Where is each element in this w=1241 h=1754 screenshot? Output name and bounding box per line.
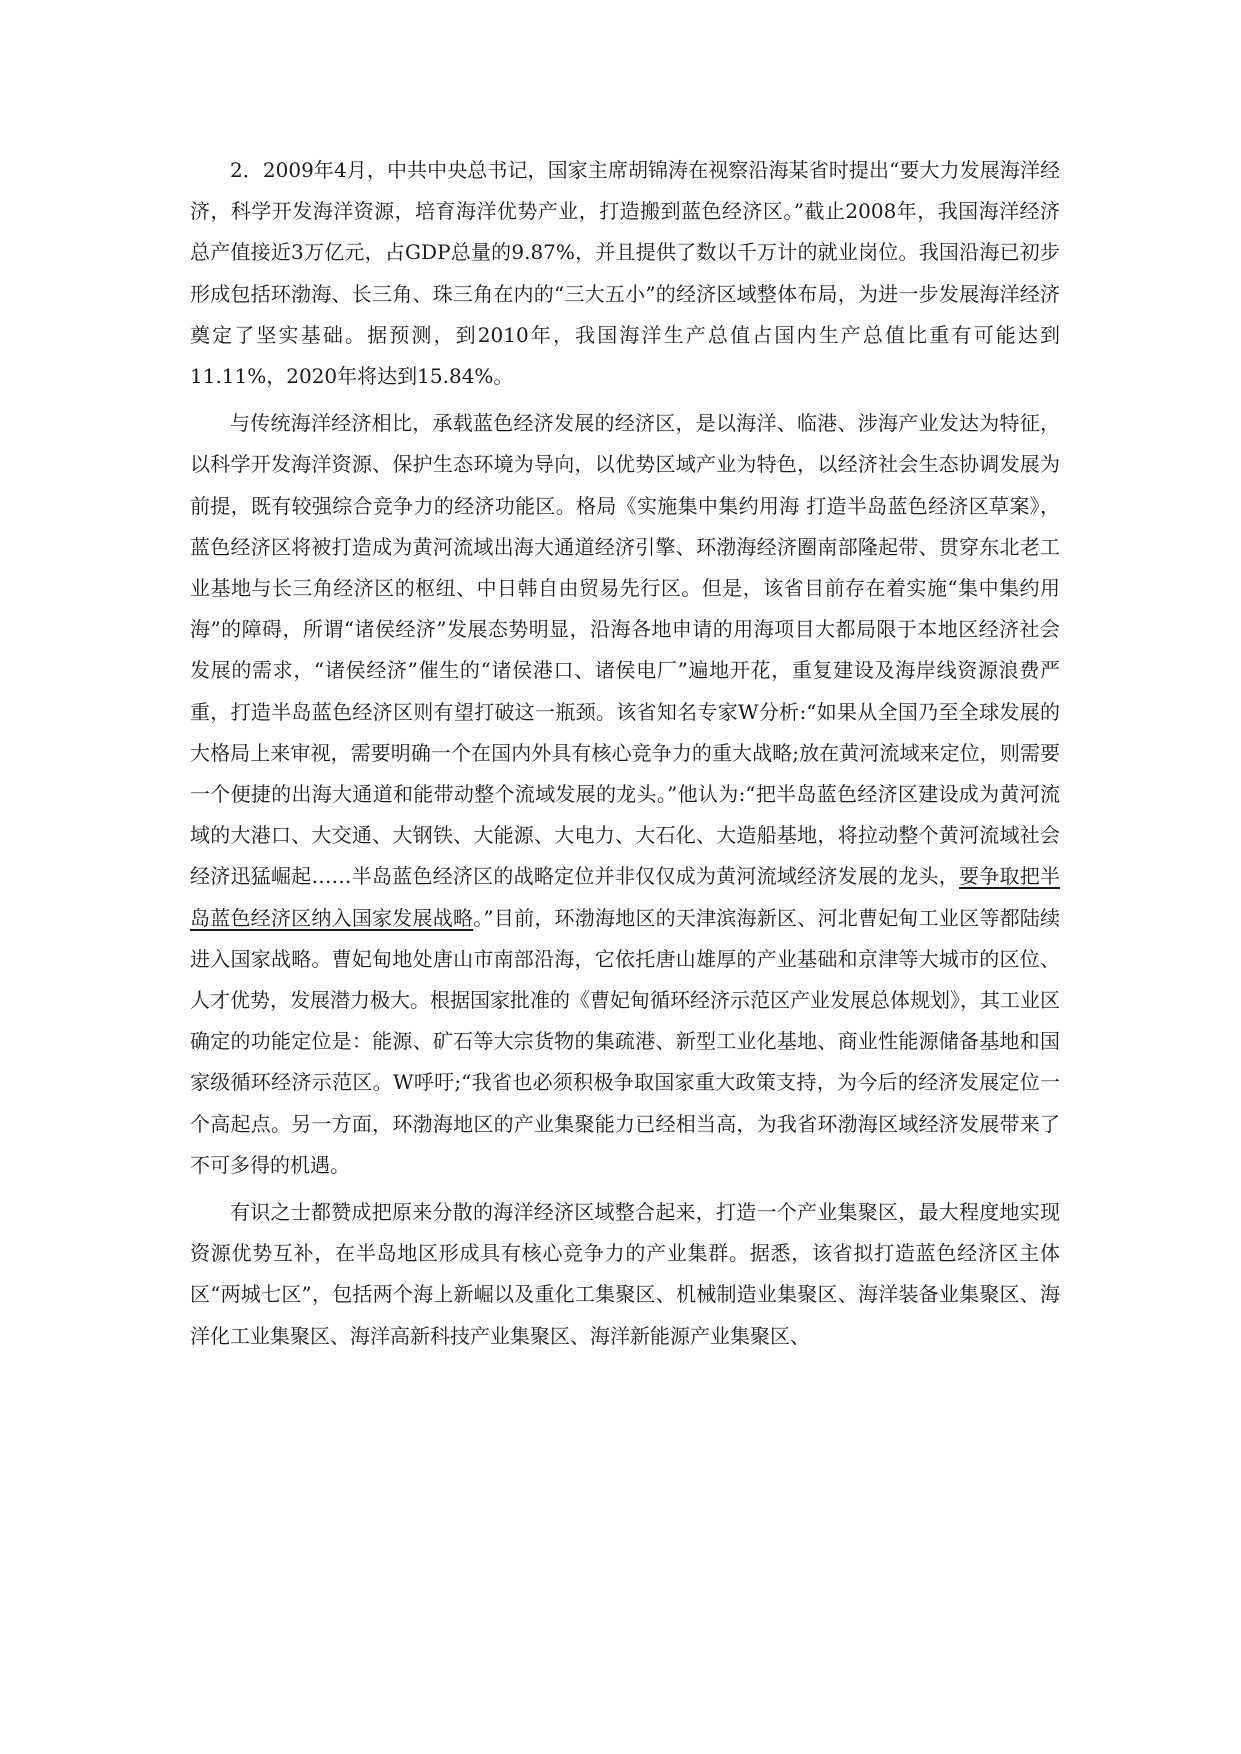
underlined-emphasis: 要争取把半岛蓝色经济区纳入国家发展战略 [190, 864, 1061, 930]
paragraph-1: 2．2009年4月，中共中央总书记，国家主席胡锦涛在视察沿海某省时提出“要大力发展海洋经济，科学开发海洋资源，培育海洋优势产业，打造搬到蓝色经济区。”截止2008年，我国海洋经济总产值接近3万亿元，占GDP总量的9.87%，并且提供了数以千万计的就业岗位。我国沿海已初步形成包括环渤海、长三角、珠三角在内的“三大五小”的经济区域整体布局，为进一步发展海洋经济奠定了坚实基础。据预测，到2010年，我国海洋生产总值占国内生产总值比重有可能达到11.11%，2020年将达到15.84%。 [190, 158, 1060, 389]
document-body [190, 150, 1060, 1363]
paragraph-2-text-after: 。”目前，环渤海地区的天津滨海新区、河北曹妃甸工业区等都陆续进入国家战略。曹妃甸地处唐山市南部沿海，它依托唐山雄厚的产业基础和京津等大城市的区位、人才优势，发展潜力极大。根据国家批准的《曹妃甸循环经济示范区产业发展总体规划》，其工业区确定的功能定位是：能源、矿石等大宗货物的集疏港、新型工业化基地、商业性能源储备基地和国家级循环经济示范区。W呼吁;“我省也必须积极争取国家重大政策支持，为今后的经济发展定位一个高起点。另一方面，环渤海地区的产业集聚能力已经相当高，为我省环渤海区域经济发展带来了不可多得的机遇。 [190, 905, 1060, 1177]
paragraph-2 [190, 403, 1060, 1186]
paragraph-3: 有识之士都赞成把原来分散的海洋经济区域整合起来，打造一个产业集聚区，最大程度地实现资源优势互补，在半岛地区形成具有核心竞争力的产业集群。据悉，该省拟打造蓝色经济区主体区“两城七区”，包括两个海上新崛以及重化工集聚区、机械制造业集聚区、海洋装备业集聚区、海洋化工业集聚区、海洋高新科技产业集聚区、海洋新能源产业集聚区、 [190, 1200, 1060, 1348]
paragraph-2-text-before: 与传统海洋经济相比，承载蓝色经济发展的经济区，是以海洋、临港、涉海产业发达为特征，以科学开发海洋资源、保护生态环境为导向，以优势区域产业为特色，以经济社会生态协调发展为前提，既有较强综合竞争力的经济功能区。格局《实施集中集约用海 打造半岛蓝色经济区草案》，蓝色经济区将被打造成为黄河流域出海大通道经济引擎、环渤海经济圈南部隆起带、贯穿东北老工业基地与长三角经济区的枢纽、中日韩自由贸易先行区。但是，该省目前存在着实施“集中集约用海”的障碍，所谓“诸侯经济”发展态势明显，沿海各地申请的用海项目大都局限于本地区经济社会发展的需求，“诸侯经济”催生的“诸侯港口、诸侯电厂”遍地开花，重复建设及海岸线资源浪费严重，打造半岛蓝色经济区则有望打破这一瓶颈。该省知名专家W分析:“如果从全国乃至全球发展的大格局上来审视，需要明确一个在国内外具有核心竞争力的重大战略;放在黄河流域来定位，则需要一个便捷的出海大通道和能带动整个流域发展的龙头。”他认为:“把半岛蓝色经济区建设成为黄河流域的大港口、大交通、大钢铁、大能源、大电力、大石化、大造船基地，将拉动整个黄河流域社会经济迅猛崛起……半岛蓝色经济区的战略定位并非仅仅成为黄河流域经济发展的龙头， [190, 411, 1060, 889]
